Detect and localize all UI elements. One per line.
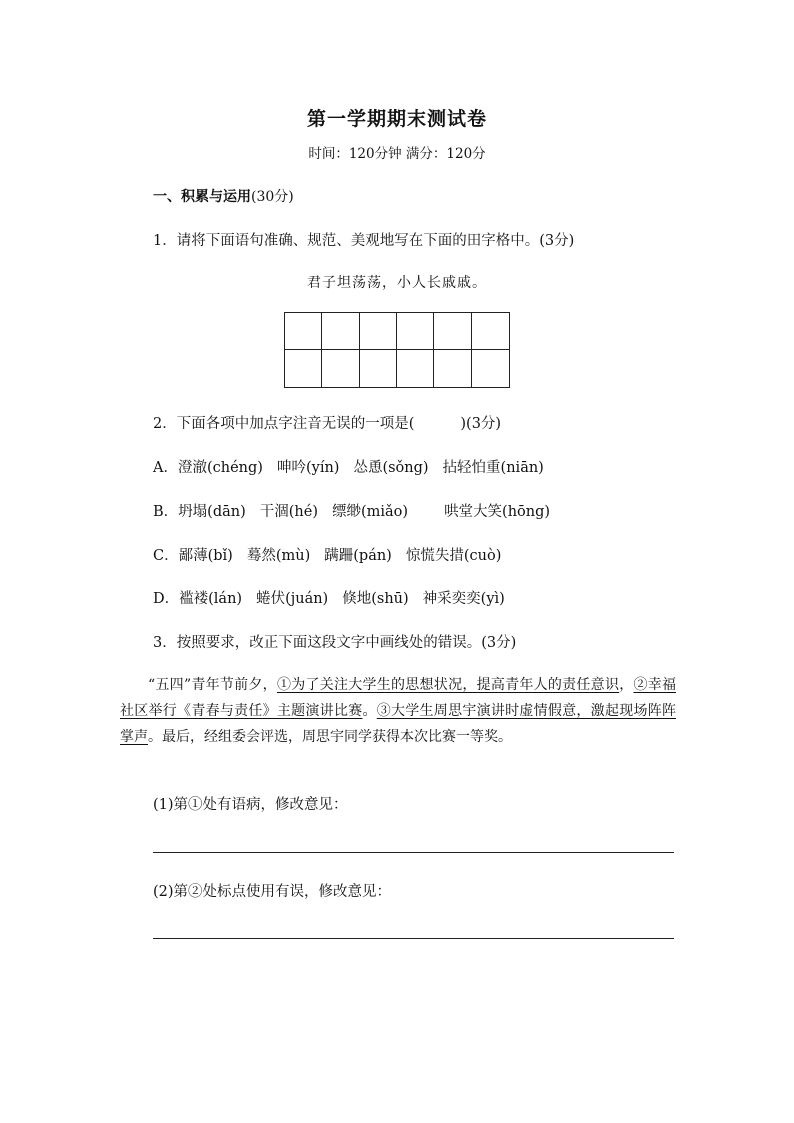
underlined-segment-2: ②幸福社区举行《青春与责任》主题演讲比赛 <box>120 677 677 719</box>
option-item: 褴褛(lán) <box>179 591 243 607</box>
grid-cell[interactable] <box>472 350 509 387</box>
option-letter: C． <box>153 548 179 564</box>
option-letter: B． <box>153 504 179 520</box>
option-item: 惊慌失措(cuò) <box>405 548 502 564</box>
question-1-sentence: 君子坦荡荡，小人长戚戚。 <box>307 275 487 291</box>
option-item: 神采奕奕(yì) <box>422 591 505 607</box>
exam-info: 时间：120分钟 满分：120分 <box>308 146 486 162</box>
option-c <box>153 544 515 565</box>
grid-cell[interactable] <box>322 313 359 350</box>
grid-cell[interactable] <box>434 313 471 350</box>
grid-cell[interactable] <box>285 313 322 350</box>
passage-paragraph <box>120 672 676 750</box>
underlined-segment-3: ③大学生周思宇演讲时虚情假意，激起现场阵阵掌声 <box>120 703 677 745</box>
grid-cell[interactable] <box>360 350 397 387</box>
section-label: 一、积累与运用 <box>153 189 251 205</box>
grid-cell[interactable] <box>397 313 434 350</box>
page-title: 第一学期期末测试卷 <box>306 108 487 130</box>
passage-text: 。最后，经组委会评选，周思宇同学获得本次比赛一等奖。 <box>148 729 512 745</box>
option-item: 倏地(shū) <box>342 591 409 607</box>
passage-text: 。 <box>362 703 377 719</box>
option-item: 缥缈(miǎo) <box>331 504 409 520</box>
option-b <box>153 500 564 521</box>
option-letter: D． <box>153 591 180 607</box>
sub-question-2: (2)第②处标点使用有误，修改意见： <box>153 884 392 900</box>
option-item: 蹒跚(pán) <box>324 548 392 564</box>
option-item: 鄙薄(bǐ) <box>178 548 233 564</box>
option-d <box>153 587 519 608</box>
grid-cell[interactable] <box>285 350 322 387</box>
grid-cell[interactable] <box>397 350 434 387</box>
answer-line-1[interactable] <box>153 852 674 853</box>
option-a <box>153 456 558 477</box>
question-3-passage <box>120 672 676 750</box>
question-2-prompt-text: 2．下面各项中加点字注音无误的一项是( <box>153 416 415 432</box>
option-item: 澄澈(chéng) <box>177 460 263 476</box>
section-score: (30分) <box>251 189 294 205</box>
grid-cell[interactable] <box>360 313 397 350</box>
grid-cell[interactable] <box>322 350 359 387</box>
option-item: 拈轻怕重(niān) <box>442 460 544 476</box>
option-item: 怂恿(sǒng) <box>353 460 429 476</box>
passage-text: ， <box>619 677 634 693</box>
sub-question-1: (1)第①处有语病，修改意见： <box>153 797 348 813</box>
underlined-segment-1: ①为了关注大学生的思想状况，提高青年人的责任意识 <box>276 677 620 693</box>
grid-cell[interactable] <box>434 350 471 387</box>
option-item: 蜷伏(juán) <box>256 591 329 607</box>
option-item: 坍塌(dān) <box>178 504 246 520</box>
option-letter: A． <box>153 460 178 476</box>
passage-text: “五四”青年节前夕， <box>148 677 277 693</box>
option-item: 哄堂大笑(hōng) <box>444 504 551 520</box>
option-item: 蓦然(mù) <box>246 548 311 564</box>
grid-cell[interactable] <box>472 313 509 350</box>
answer-line-2[interactable] <box>153 938 674 939</box>
question-3-prompt: 3．按照要求，改正下面这段文字中画线处的错误。(3分) <box>153 635 517 651</box>
question-1-prompt: 1．请将下面语句准确、规范、美观地写在下面的田字格中。(3分) <box>153 233 575 249</box>
option-item: 呻吟(yín) <box>276 460 340 476</box>
question-2-score: )(3分) <box>460 416 502 432</box>
option-item: 干涸(hé) <box>259 504 318 520</box>
tianzige-grid[interactable] <box>284 312 510 388</box>
question-2-prompt <box>153 412 501 433</box>
section-heading <box>153 186 294 206</box>
